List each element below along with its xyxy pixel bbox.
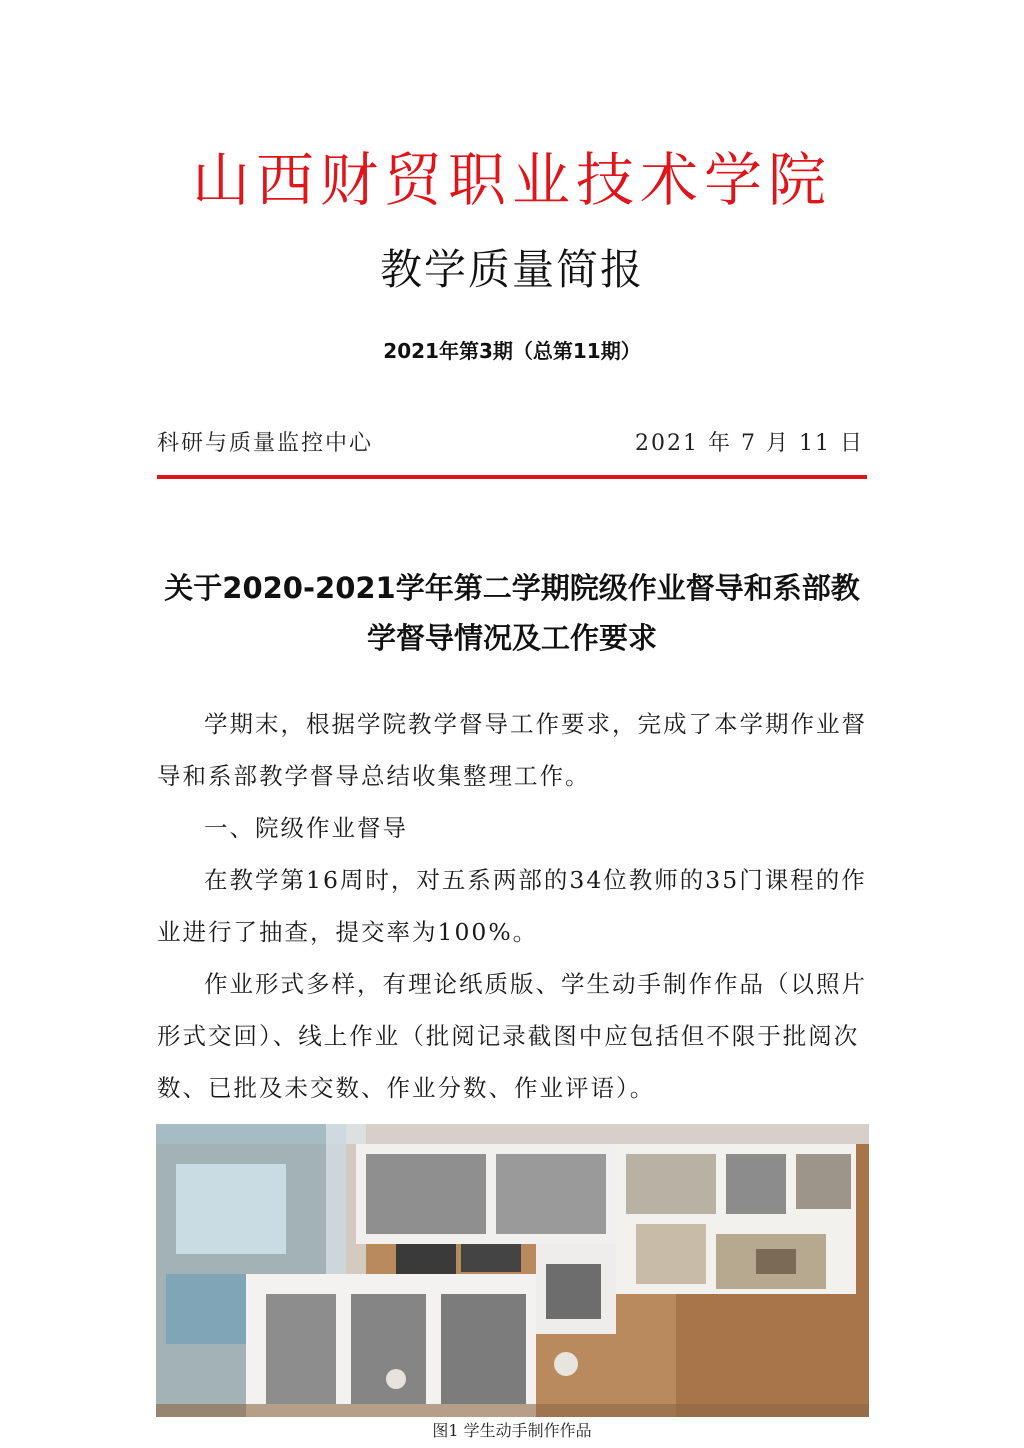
student-model-photo	[156, 1124, 869, 1417]
section-heading: 一、院级作业督导	[204, 814, 408, 842]
header-divider	[157, 475, 867, 479]
paragraph-forms: 作业形式多样，有理论纸质版、学生动手制作作品（以照片形式交回）、线上作业（批阅记录截图中应包括但不限于批阅次数、已批及未交数、作业分数、作业评语）。	[157, 970, 867, 1102]
department-name: 科研与质量监控中心	[157, 431, 374, 456]
publication-title: 教学质量简报	[379, 245, 644, 294]
article-body	[157, 698, 869, 1114]
issue-number: 2021年第3期（总第11期）	[383, 339, 641, 363]
figure-caption: 图1 学生动手制作作品	[432, 1421, 592, 1440]
paragraph-inspection: 在教学第16周时，对五系两部的34位教师的35门课程的作业进行了抽查，提交率为100%。	[157, 866, 867, 946]
publish-date: 2021 年 7 月 11 日	[635, 431, 864, 456]
institution-title: 山西财贸职业技术学院	[191, 146, 832, 214]
paragraph-intro: 学期末，根据学院教学督导工作要求，完成了本学期作业督导和系部教学督导总结收集整理工作。	[157, 710, 867, 790]
article-title: 关于2020-2021学年第二学期院级作业督导和系部教学督导情况及工作要求	[164, 571, 860, 655]
